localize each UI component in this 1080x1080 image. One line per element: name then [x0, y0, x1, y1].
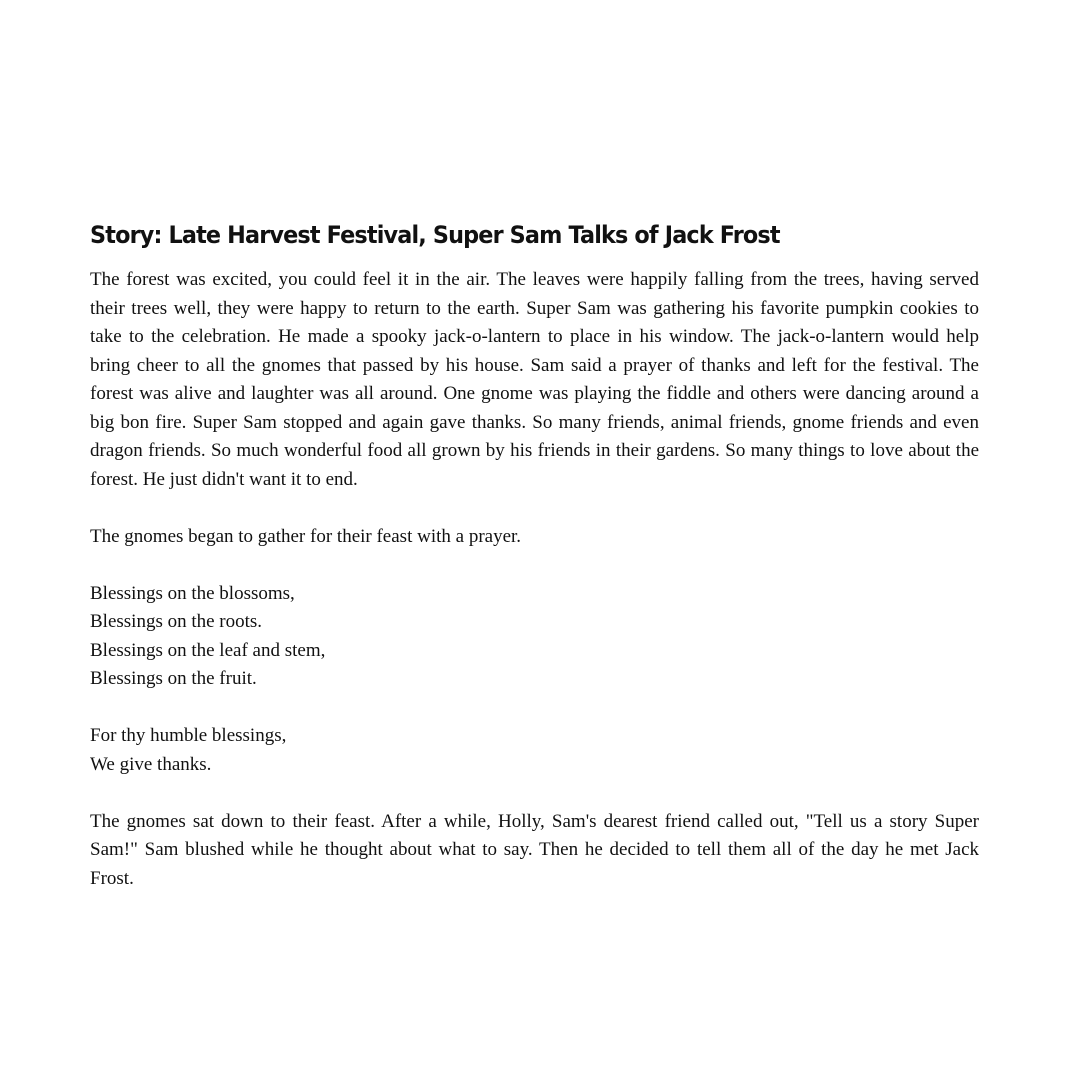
verse-line: Blessings on the blossoms,	[90, 582, 295, 604]
story-paragraph-1: The forest was excited, you could feel it in the air. The leaves were happily falling from the trees, having served their trees well, they were happy to return to the earth. Super Sam was gathering his favorite pumpkin cookies to take to the celebration. He made a spooky jack-o-lantern to place in his window. The jack-o-lantern would help bring cheer to all the gnomes that passed by his house. Sam said a prayer of thanks and left for the festival. The forest was alive and laughter was all around. One gnome was playing the fiddle and others were dancing around a big bon fire. Super Sam stopped and again gave thanks. So many friends, animal friends, gnome friends and even dragon friends. So much wonderful food all grown by his friends in their gardens. So many things to love about the forest. He just didn't want it to end.	[90, 269, 979, 490]
paragraph-spacer	[90, 779, 979, 808]
prayer-verse-2	[90, 722, 979, 779]
story-paragraph-3: The gnomes sat down to their feast. After a while, Holly, Sam's dearest friend called out, "Tell us a story Super Sam!" Sam blushed while he thought about what to say. Then he decided to tell them all of the day he met Jack Frost.	[90, 810, 979, 889]
story-body	[90, 266, 979, 893]
prayer-verse-1	[90, 580, 979, 694]
story-title: Story: Late Harvest Festival, Super Sam Talks of Jack Frost	[90, 221, 780, 249]
verse-line: Blessings on the roots.	[90, 611, 263, 632]
paragraph-spacer	[90, 694, 979, 723]
paragraph-spacer	[90, 494, 979, 523]
verse-line: Blessings on the leaf and stem,	[90, 639, 326, 661]
verse-line: For thy humble blessings,	[90, 725, 287, 746]
verse-line: We give thanks.	[90, 753, 212, 775]
paragraph-spacer	[90, 551, 979, 580]
verse-line: Blessings on the fruit.	[90, 668, 257, 689]
story-paragraph-2: The gnomes began to gather for their feast with a prayer.	[90, 525, 522, 547]
